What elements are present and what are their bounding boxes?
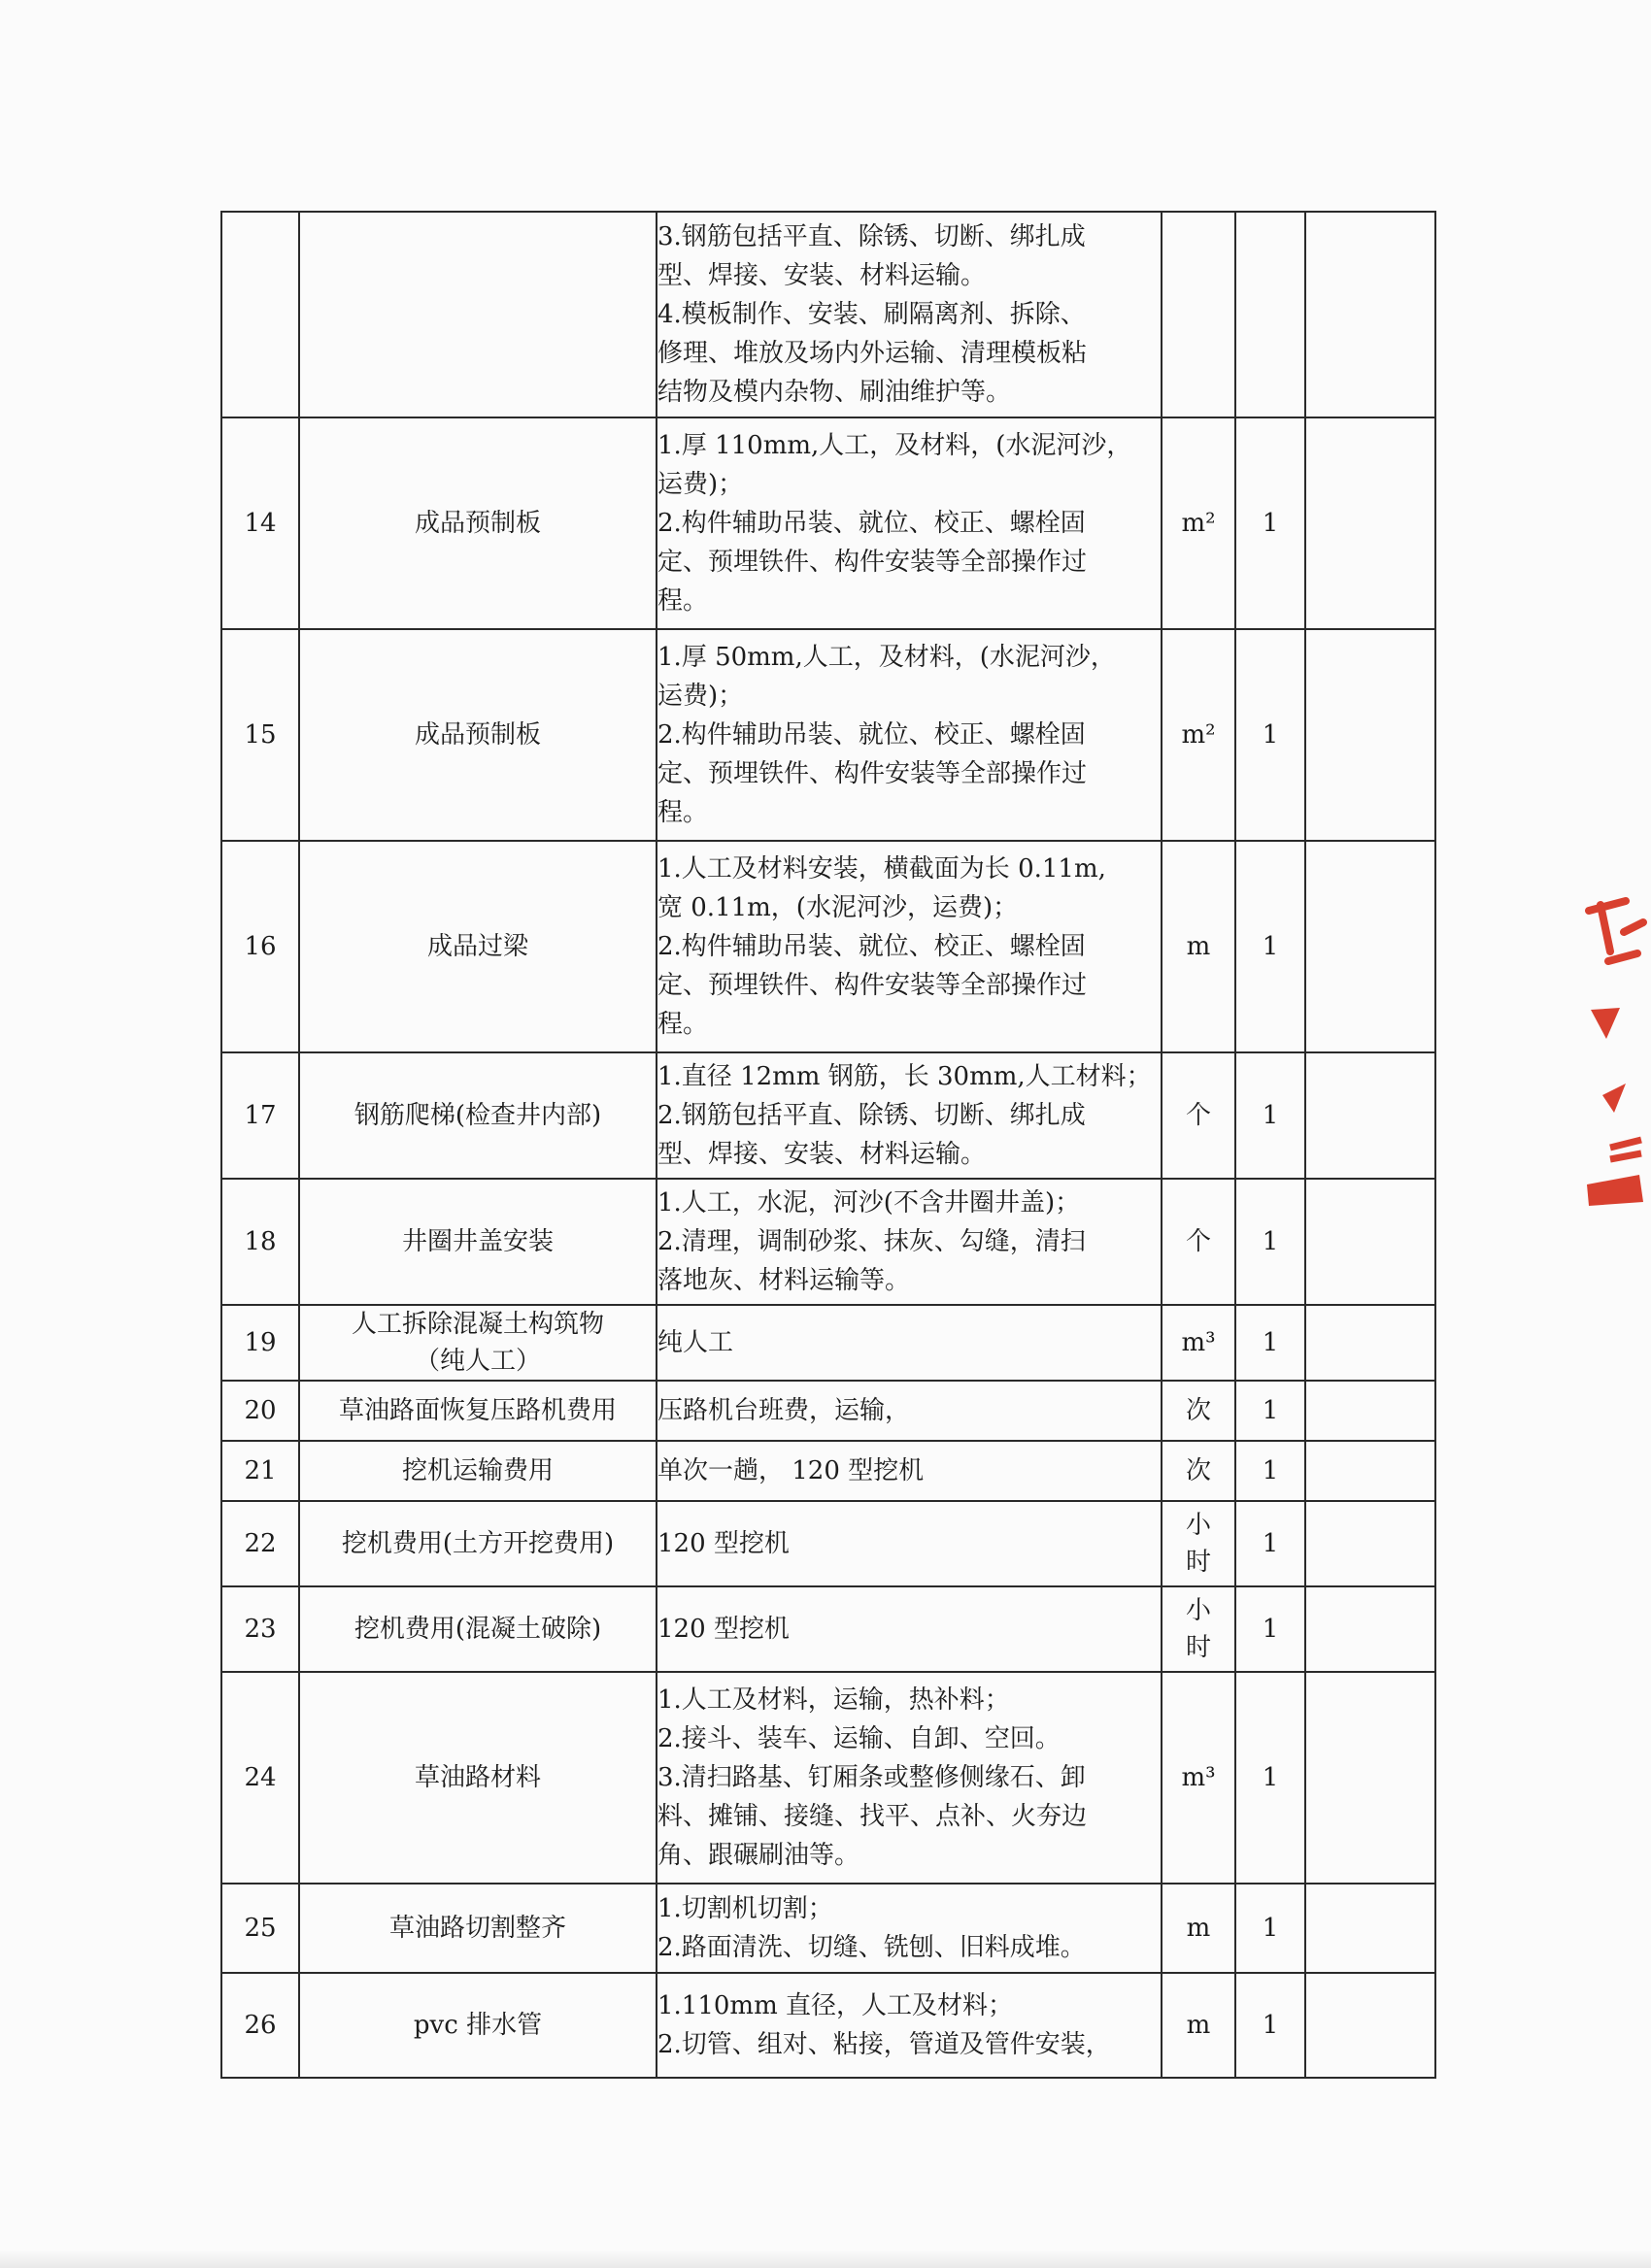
work-content-line: 修理、堆放及场内外运输、清理模板粘 bbox=[657, 339, 1088, 368]
item-name-cell: 成品预制板 bbox=[299, 629, 657, 841]
remarks-cell bbox=[1305, 212, 1435, 417]
item-number-cell: 18 bbox=[221, 1179, 299, 1305]
unit-line: 小 bbox=[1185, 1596, 1211, 1625]
remarks-cell bbox=[1305, 1179, 1435, 1305]
unit-cell bbox=[1162, 212, 1235, 417]
item-name-cell: 挖机费用(混凝土破除) bbox=[299, 1586, 657, 1672]
table-row bbox=[221, 1501, 1435, 1586]
table-row bbox=[221, 1973, 1435, 2078]
work-content-line: 1.人工，水泥，河沙(不含井圈井盖)； bbox=[657, 1188, 1081, 1217]
work-content-line: 120 型挖机 bbox=[657, 1615, 790, 1644]
table-row bbox=[221, 1884, 1435, 1973]
remarks-cell bbox=[1305, 1973, 1435, 2078]
work-content-line: 1.人工及材料，运输，热补料； bbox=[657, 1685, 1010, 1715]
quantity-cell: 1 bbox=[1235, 1305, 1305, 1381]
item-number-cell bbox=[221, 212, 299, 417]
work-content-line: 2.构件辅助吊装、就位、校正、螺栓固 bbox=[657, 720, 1086, 750]
work-content-line: 定、预埋铁件、构件安装等全部操作过 bbox=[657, 759, 1088, 788]
work-content-line: 定、预埋铁件、构件安装等全部操作过 bbox=[657, 971, 1088, 1000]
unit-cell: 个 bbox=[1162, 1179, 1235, 1305]
work-content-line: 程。 bbox=[657, 798, 709, 827]
quantity-cell: 1 bbox=[1235, 1381, 1305, 1441]
item-name-line: 人工拆除混凝土构筑物 bbox=[351, 1310, 604, 1339]
table-row bbox=[221, 417, 1435, 629]
unit-cell: 次 bbox=[1162, 1381, 1235, 1441]
table-row bbox=[221, 841, 1435, 1052]
work-content-cell bbox=[657, 1381, 1162, 1441]
quantity-cell: 1 bbox=[1235, 1441, 1305, 1501]
table-body bbox=[221, 212, 1435, 2078]
remarks-cell bbox=[1305, 1052, 1435, 1179]
table-row bbox=[221, 629, 1435, 841]
item-number-cell: 22 bbox=[221, 1501, 299, 1586]
work-content-line: 单次一趟， 120 型挖机 bbox=[657, 1456, 925, 1485]
work-content-line: 4.模板制作、安装、刷隔离剂、拆除、 bbox=[657, 300, 1086, 329]
item-name-cell: 挖机运输费用 bbox=[299, 1441, 657, 1501]
item-name-cell: 成品过梁 bbox=[299, 841, 657, 1052]
work-content-line: 型、焊接、安装、材料运输。 bbox=[657, 261, 987, 290]
unit-cell: 次 bbox=[1162, 1441, 1235, 1501]
unit-cell: m² bbox=[1162, 629, 1235, 841]
unit-cell: m³ bbox=[1162, 1305, 1235, 1381]
table-row bbox=[221, 1305, 1435, 1381]
work-content-cell bbox=[657, 1179, 1162, 1305]
quantity-cell: 1 bbox=[1235, 841, 1305, 1052]
work-content-line: 1.切割机切割； bbox=[657, 1894, 833, 1923]
table-row bbox=[221, 1586, 1435, 1672]
work-content-line: 3.清扫路基、钉厢条或整修侧缘石、卸 bbox=[657, 1763, 1086, 1792]
item-number-cell: 14 bbox=[221, 417, 299, 629]
work-content-line: 运费)； bbox=[657, 470, 744, 499]
work-content-cell bbox=[657, 1884, 1162, 1973]
quantity-cell: 1 bbox=[1235, 1672, 1305, 1884]
remarks-cell bbox=[1305, 1305, 1435, 1381]
unit-line: 时 bbox=[1185, 1548, 1211, 1577]
work-content-cell bbox=[657, 1052, 1162, 1179]
quantity-cell bbox=[1235, 212, 1305, 417]
work-content-line: 结物及模内杂物、刷油维护等。 bbox=[657, 378, 1012, 407]
unit-cell bbox=[1162, 1501, 1235, 1586]
work-content-cell bbox=[657, 1586, 1162, 1672]
item-number-cell: 16 bbox=[221, 841, 299, 1052]
item-number-cell: 25 bbox=[221, 1884, 299, 1973]
work-content-cell bbox=[657, 629, 1162, 841]
unit-cell: m bbox=[1162, 1973, 1235, 2078]
quantity-cell: 1 bbox=[1235, 1973, 1305, 2078]
unit-cell bbox=[1162, 1586, 1235, 1672]
unit-cell: 个 bbox=[1162, 1052, 1235, 1179]
quantity-cell: 1 bbox=[1235, 1586, 1305, 1672]
work-content-line: 3.钢筋包括平直、除锈、切断、绑扎成 bbox=[657, 222, 1086, 251]
work-content-line: 2.接斗、装车、运输、自卸、空回。 bbox=[657, 1724, 1061, 1753]
unit-cell: m³ bbox=[1162, 1672, 1235, 1884]
item-name-cell: pvc 排水管 bbox=[299, 1973, 657, 2078]
remarks-cell bbox=[1305, 1501, 1435, 1586]
item-name-cell: 成品预制板 bbox=[299, 417, 657, 629]
item-name-cell: 草油路切割整齐 bbox=[299, 1884, 657, 1973]
table-row bbox=[221, 1179, 1435, 1305]
work-content-cell bbox=[657, 1672, 1162, 1884]
work-content-line: 1.厚 50mm,人工，及材料，(水泥河沙， bbox=[657, 643, 1116, 672]
work-content-cell bbox=[657, 1305, 1162, 1381]
work-item-table bbox=[220, 211, 1436, 2079]
work-content-line: 2.构件辅助吊装、就位、校正、螺栓固 bbox=[657, 509, 1086, 538]
item-number-cell: 26 bbox=[221, 1973, 299, 2078]
quantity-cell: 1 bbox=[1235, 1179, 1305, 1305]
item-number-cell: 24 bbox=[221, 1672, 299, 1884]
table-row bbox=[221, 1052, 1435, 1179]
item-name-cell: 草油路材料 bbox=[299, 1672, 657, 1884]
quantity-cell: 1 bbox=[1235, 629, 1305, 841]
work-content-line: 角、跟碾刷油等。 bbox=[657, 1841, 860, 1870]
item-number-cell: 23 bbox=[221, 1586, 299, 1672]
unit-line: 时 bbox=[1185, 1633, 1211, 1662]
item-name-cell bbox=[299, 212, 657, 417]
quantity-cell: 1 bbox=[1235, 1501, 1305, 1586]
remarks-cell bbox=[1305, 1672, 1435, 1884]
table-row bbox=[221, 1381, 1435, 1441]
table-row bbox=[221, 212, 1435, 417]
work-content-line: 2.切管、组对、粘接，管道及管件安装， bbox=[657, 2030, 1111, 2059]
work-content-line: 运费)； bbox=[657, 682, 744, 711]
work-content-cell bbox=[657, 212, 1162, 417]
unit-line: 小 bbox=[1185, 1511, 1211, 1540]
unit-cell: m bbox=[1162, 841, 1235, 1052]
work-content-cell bbox=[657, 1441, 1162, 1501]
remarks-cell bbox=[1305, 1586, 1435, 1672]
work-content-cell bbox=[657, 417, 1162, 629]
item-number-cell: 20 bbox=[221, 1381, 299, 1441]
remarks-cell bbox=[1305, 841, 1435, 1052]
table-row bbox=[221, 1441, 1435, 1501]
item-name-cell: 钢筋爬梯(检查井内部) bbox=[299, 1052, 657, 1179]
work-content-line: 1.110mm 直径，人工及材料； bbox=[657, 1991, 1014, 2020]
item-name-cell: 挖机费用(土方开挖费用) bbox=[299, 1501, 657, 1586]
work-content-line: 1.人工及材料安装，横截面为长 0.11m, bbox=[657, 854, 1106, 884]
item-number-cell: 21 bbox=[221, 1441, 299, 1501]
work-content-line: 程。 bbox=[657, 586, 709, 616]
work-content-line: 型、焊接、安装、材料运输。 bbox=[657, 1140, 987, 1169]
work-content-cell bbox=[657, 1501, 1162, 1586]
remarks-cell bbox=[1305, 1884, 1435, 1973]
work-content-line: 落地灰、材料运输等。 bbox=[657, 1266, 911, 1295]
unit-cell: m bbox=[1162, 1884, 1235, 1973]
item-name-cell: 草油路面恢复压路机费用 bbox=[299, 1381, 657, 1441]
item-name-line: （纯人工） bbox=[414, 1347, 541, 1376]
quantity-cell: 1 bbox=[1235, 1052, 1305, 1179]
quantity-cell: 1 bbox=[1235, 417, 1305, 629]
work-content-line: 2.钢筋包括平直、除锈、切断、绑扎成 bbox=[657, 1101, 1086, 1130]
work-content-line: 宽 0.11m，(水泥河沙，运费)； bbox=[657, 893, 1019, 922]
work-content-line: 1.直径 12mm 钢筋，长 30mm,人工材料； bbox=[657, 1062, 1152, 1091]
work-content-line: 压路机台班费，运输， bbox=[657, 1396, 911, 1425]
work-content-line: 1.厚 110mm,人工，及材料，(水泥河沙， bbox=[657, 431, 1132, 460]
work-content-cell bbox=[657, 1973, 1162, 2078]
table-row bbox=[221, 1672, 1435, 1884]
item-number-cell: 17 bbox=[221, 1052, 299, 1179]
item-name-cell bbox=[299, 1305, 657, 1381]
quantity-cell: 1 bbox=[1235, 1884, 1305, 1973]
work-content-line: 2.清理，调制砂浆、抹灰、勾缝，清扫 bbox=[657, 1227, 1086, 1256]
unit-cell: m² bbox=[1162, 417, 1235, 629]
red-seal-stamp bbox=[1581, 893, 1651, 1243]
work-content-line: 120 型挖机 bbox=[657, 1529, 790, 1558]
work-content-line: 程。 bbox=[657, 1010, 709, 1039]
remarks-cell bbox=[1305, 1381, 1435, 1441]
work-content-cell bbox=[657, 841, 1162, 1052]
page-edge-shadow bbox=[0, 2251, 1651, 2268]
item-name-cell: 井圈井盖安装 bbox=[299, 1179, 657, 1305]
item-number-cell: 19 bbox=[221, 1305, 299, 1381]
remarks-cell bbox=[1305, 1441, 1435, 1501]
work-content-line: 2.构件辅助吊装、就位、校正、螺栓固 bbox=[657, 932, 1086, 961]
remarks-cell bbox=[1305, 629, 1435, 841]
remarks-cell bbox=[1305, 417, 1435, 629]
item-number-cell: 15 bbox=[221, 629, 299, 841]
work-content-line: 定、预埋铁件、构件安装等全部操作过 bbox=[657, 548, 1088, 577]
work-content-line: 2.路面清洗、切缝、铣刨、旧料成堆。 bbox=[657, 1933, 1086, 1962]
work-content-line: 料、摊铺、接缝、找平、点补、火夯边 bbox=[657, 1802, 1088, 1831]
work-content-line: 纯人工 bbox=[657, 1328, 734, 1357]
